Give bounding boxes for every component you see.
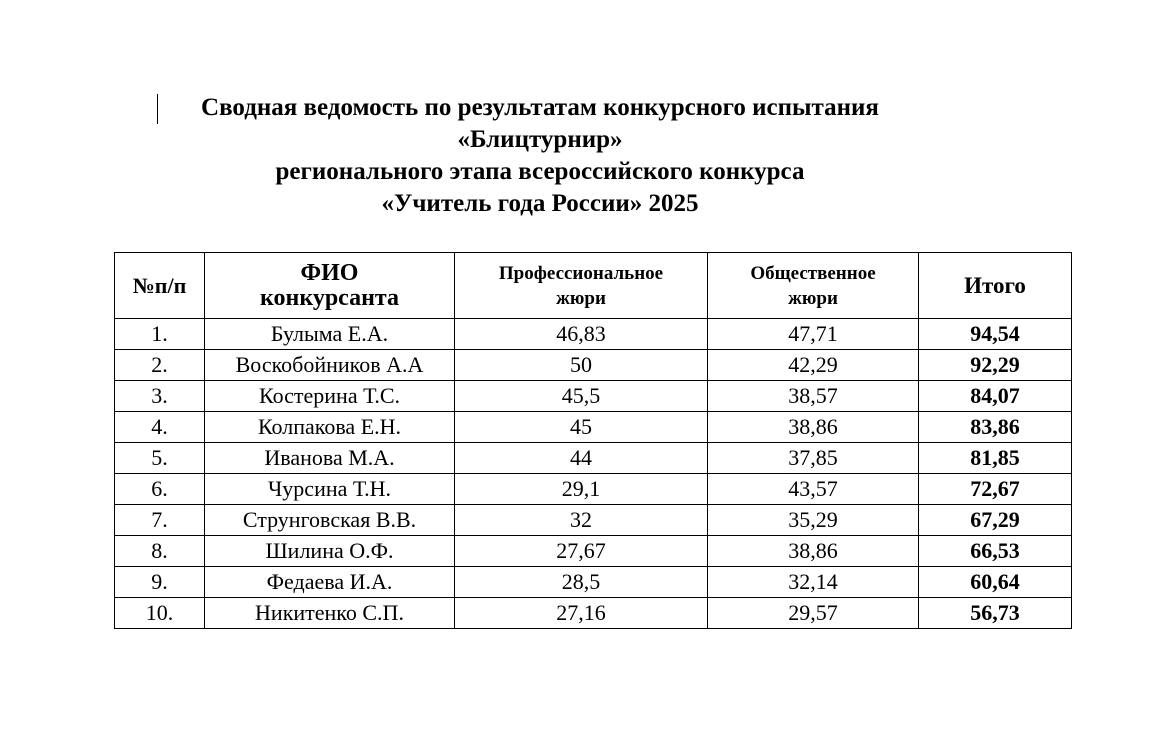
row-professional-score: 28,5 xyxy=(455,567,708,598)
row-name: Никитенко С.П. xyxy=(205,598,455,629)
row-public-score: 29,57 xyxy=(708,598,919,629)
row-total: 81,85 xyxy=(919,443,1072,474)
row-professional-score: 32 xyxy=(455,505,708,536)
row-professional-score: 27,67 xyxy=(455,536,708,567)
row-total: 84,07 xyxy=(919,381,1072,412)
row-professional-score: 44 xyxy=(455,443,708,474)
row-name: Струнговская В.В. xyxy=(205,505,455,536)
table-row xyxy=(115,474,1072,505)
document-title xyxy=(0,92,1080,220)
row-public-score: 42,29 xyxy=(708,350,919,381)
row-name: Воскобойников А.А xyxy=(205,350,455,381)
title-line-1: Сводная ведомость по результатам конкурсного испытания xyxy=(201,94,879,121)
table-row xyxy=(115,412,1072,443)
row-name: Иванова М.А. xyxy=(205,443,455,474)
row-total: 60,64 xyxy=(919,567,1072,598)
row-public-score: 38,86 xyxy=(708,536,919,567)
row-professional-score: 50 xyxy=(455,350,708,381)
row-number: 1. xyxy=(115,319,205,350)
row-professional-score: 27,16 xyxy=(455,598,708,629)
row-number: 6. xyxy=(115,474,205,505)
table-row xyxy=(115,319,1072,350)
table-header-row xyxy=(115,253,1072,319)
header-total: Итого xyxy=(919,253,1072,319)
row-public-score: 37,85 xyxy=(708,443,919,474)
row-total: 83,86 xyxy=(919,412,1072,443)
row-public-score: 38,86 xyxy=(708,412,919,443)
header-pub-line-1: Общественное xyxy=(750,262,876,284)
row-name: Чурсина Т.Н. xyxy=(205,474,455,505)
table-row xyxy=(115,350,1072,381)
header-name-line-2: конкурсанта xyxy=(259,284,400,311)
table-row xyxy=(115,443,1072,474)
title-line-3: регионального этапа всероссийского конкурса xyxy=(275,158,805,185)
row-number: 5. xyxy=(115,443,205,474)
table-row xyxy=(115,381,1072,412)
header-prof-line-2: жюри xyxy=(556,287,606,309)
table-row xyxy=(115,567,1072,598)
table-row xyxy=(115,536,1072,567)
row-name: Костерина Т.С. xyxy=(205,381,455,412)
header-prof-line-1: Профессиональное xyxy=(498,262,664,284)
row-professional-score: 29,1 xyxy=(455,474,708,505)
row-number: 7. xyxy=(115,505,205,536)
row-public-score: 35,29 xyxy=(708,505,919,536)
row-number: 3. xyxy=(115,381,205,412)
row-total: 92,29 xyxy=(919,350,1072,381)
row-name: Булыма Е.А. xyxy=(205,319,455,350)
row-number: 4. xyxy=(115,412,205,443)
header-professional-jury xyxy=(455,253,708,319)
row-number: 10. xyxy=(115,598,205,629)
row-professional-score: 46,83 xyxy=(455,319,708,350)
row-total: 56,73 xyxy=(919,598,1072,629)
row-name: Колпакова Е.Н. xyxy=(205,412,455,443)
header-name xyxy=(205,253,455,319)
header-name-line-1: ФИО xyxy=(300,259,359,286)
header-number: №п/п xyxy=(115,253,205,319)
table-row xyxy=(115,598,1072,629)
results-table xyxy=(114,252,1072,629)
row-name: Федаева И.А. xyxy=(205,567,455,598)
row-total: 67,29 xyxy=(919,505,1072,536)
table-row xyxy=(115,505,1072,536)
row-number: 8. xyxy=(115,536,205,567)
row-name: Шилина О.Ф. xyxy=(205,536,455,567)
row-professional-score: 45 xyxy=(455,412,708,443)
row-number: 9. xyxy=(115,567,205,598)
row-total: 66,53 xyxy=(919,536,1072,567)
header-pub-line-2: жюри xyxy=(788,287,838,309)
row-professional-score: 45,5 xyxy=(455,381,708,412)
title-line-4: «Учитель года России» 2025 xyxy=(381,190,699,217)
row-total: 72,67 xyxy=(919,474,1072,505)
row-public-score: 43,57 xyxy=(708,474,919,505)
row-total: 94,54 xyxy=(919,319,1072,350)
row-public-score: 32,14 xyxy=(708,567,919,598)
row-number: 2. xyxy=(115,350,205,381)
header-public-jury xyxy=(708,253,919,319)
row-public-score: 47,71 xyxy=(708,319,919,350)
title-line-2: «Блицтурнир» xyxy=(457,126,623,153)
row-public-score: 38,57 xyxy=(708,381,919,412)
